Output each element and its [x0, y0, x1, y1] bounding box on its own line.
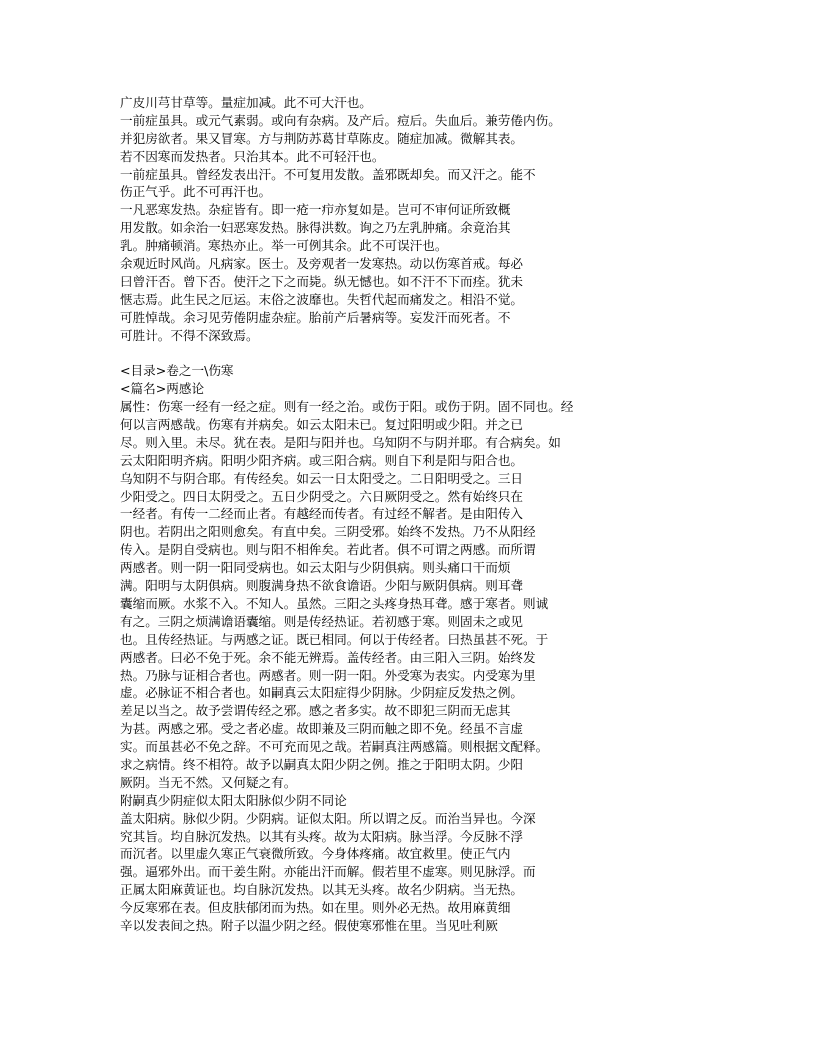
text-line: 附嗣真少阴症似太阳太阳脉似少阴不同论 [120, 792, 347, 808]
text-line: 为甚。两感之邪。受之者必虚。故即兼及三阴而触之即不免。经虽不言虚 [120, 721, 523, 737]
text-line: 用发散。如余治一妇恶寒发热。脉得洪数。询之乃左乳肿痛。余竟治其 [120, 220, 511, 236]
text-line: 云太阳阳明齐病。阳明少阳齐病。或三阳合病。则自下利是阳与阳合也。 [120, 452, 523, 468]
text-line: 求之病情。终不相符。故予以嗣真太阳少阴之例。推之于阳明太阴。少阳 [120, 756, 523, 772]
text-line: 属性：伤寒一经有一经之症。则有一经之治。或伤于阳。或伤于阴。固不同也。经 [120, 399, 574, 415]
text-line: 差足以当之。故予尝谓传经之邪。感之者多实。故不即犯三阴而无虑其 [120, 703, 511, 719]
text-line: 乳。肿痛顿消。寒热亦止。举一可例其余。此不可误汗也。 [120, 238, 448, 254]
text-line: 一前症虽具。或元气素弱。或向有杂病。及产后。痘后。失血后。兼劳倦内伤。 [120, 112, 561, 128]
text-line: 而沉者。以里虚久寒正气衰微所致。今身体疼痛。故宜救里。使正气内 [120, 846, 511, 862]
text-line: 两感者。曰必不免于死。余不能无辨焉。盖传经者。由三阳入三阴。始终发 [120, 649, 536, 665]
text-line: 可胜计。不得不深致焉。 [120, 327, 259, 343]
text-line: 一经者。有传一二经而止者。有越经而传者。有过经不解者。是由阳传入 [120, 506, 523, 522]
text-line: 虚。必脉证不相合者也。如嗣真云太阳症得少阴脉。少阴症反发热之例。 [120, 685, 523, 701]
text-line: 何以言两感哉。伤寒有并病矣。如云太阳未已。复过阳明或少阳。并之已 [120, 417, 523, 433]
text-line: 传入。是阴自受病也。则与阳不相侔矣。若此者。俱不可谓之两感。而所谓 [120, 542, 536, 558]
text-line: 一凡恶寒发热。杂症皆有。即一疮一疖亦复如是。岂可不审何证所致概 [120, 202, 511, 218]
document-page [120, 94, 680, 935]
text-line: 广皮川芎甘草等。量症加减。此不可大汗也。 [120, 95, 372, 110]
text-line: <篇名>两感论 [120, 381, 205, 397]
text-line: 阴也。若阴出之阳则愈矣。有直中矣。三阴受邪。始终不发热。乃不从阳经 [120, 524, 536, 540]
text-line: 少阳受之。四日太阴受之。五日少阴受之。六日厥阴受之。然有始终只在 [120, 488, 523, 504]
text-line: 两感者。则一阴一阳同受病也。如云太阳与少阴俱病。则头痛口干而烦 [120, 560, 511, 576]
text-line: 满。阳明与太阴俱病。则腹满身热不欲食谵语。少阳与厥阴俱病。则耳聋 [120, 578, 523, 594]
text-line: 也。且传经热证。与两感之证。既已相同。何以于传经者。曰热虽甚不死。于 [120, 631, 549, 647]
text-line: 囊缩而厥。水浆不入。不知人。虽然。三阳之头疼身热耳聋。感于寒者。则诚 [120, 595, 549, 611]
text-line: <目录>卷之一\伤寒 [120, 363, 234, 379]
blank-line [120, 344, 680, 362]
text-line: 正属太阳麻黄证也。均自脉沉发热。以其无头疼。故名少阴病。当无热。 [120, 882, 523, 898]
text-line: 厥阴。当无不然。又何疑之有。 [120, 774, 297, 790]
text-line: 余观近时风尚。凡病家。医士。及旁观者一发寒热。动以伤寒首戒。每必 [120, 256, 523, 272]
text-line: 盖太阳病。脉似少阴。少阴病。证似太阳。所以谓之反。而治当异也。今深 [120, 810, 536, 826]
text-line: 可胜悼哉。余习见劳倦阴虚杂症。胎前产后暑病等。妄发汗而死者。不 [120, 309, 511, 325]
text-line: 曰曾汗否。曾下否。使汗之下之而毙。纵无憾也。如不汗不下而痊。犹未 [120, 273, 523, 289]
text-line: 究其旨。均自脉沉发热。以其有头疼。故为太阳病。脉当浮。今反脉不浮 [120, 828, 523, 844]
text-line: 今反寒邪在表。但皮肤郁闭而为热。如在里。则外必无热。故用麻黄细 [120, 900, 511, 916]
text-line: 实。而虽甚必不免之辞。不可充而见之哉。若嗣真注两感篇。则根据文配释。 [120, 739, 549, 755]
text-line: 伤正气乎。此不可再汗也。 [120, 184, 272, 200]
text-line: 辛以发表间之热。附子以温少阴之经。假使寒邪惟在里。当见吐利厥 [120, 917, 498, 933]
text-line: 并犯房欲者。果又冒寒。方与荆防苏葛甘草陈皮。随症加减。微解其表。 [120, 130, 523, 146]
text-line: 乌知阴不与阴合耶。有传经矣。如云一日太阳受之。二日阳明受之。三日 [120, 470, 523, 486]
text-line: 有之。三阴之烦满谵语囊缩。则是传经热证。若初感于寒。则固未之或见 [120, 613, 523, 629]
text-line: 尽。则入里。未尽。犹在表。是阳与阳并也。乌知阴不与阴并耶。有合病矣。如 [120, 434, 561, 450]
text-line: 热。乃脉与证相合者也。两感者。则一阴一阳。外受寒为表实。内受寒为里 [120, 667, 536, 683]
text-line: 惬志焉。此生民之厄运。末俗之波靡也。失哲代起而痛发之。相沿不觉。 [120, 291, 523, 307]
text-line: 强。逼邪外出。而干姜生附。亦能出汗而解。假若里不虚寒。则见脉浮。而 [120, 864, 536, 880]
text-line: 一前症虽具。曾经发表出汗。不可复用发散。盖邪既却矣。而又汗之。能不 [120, 166, 536, 182]
text-line: 若不因寒而发热者。只治其本。此不可轻汗也。 [120, 148, 385, 164]
